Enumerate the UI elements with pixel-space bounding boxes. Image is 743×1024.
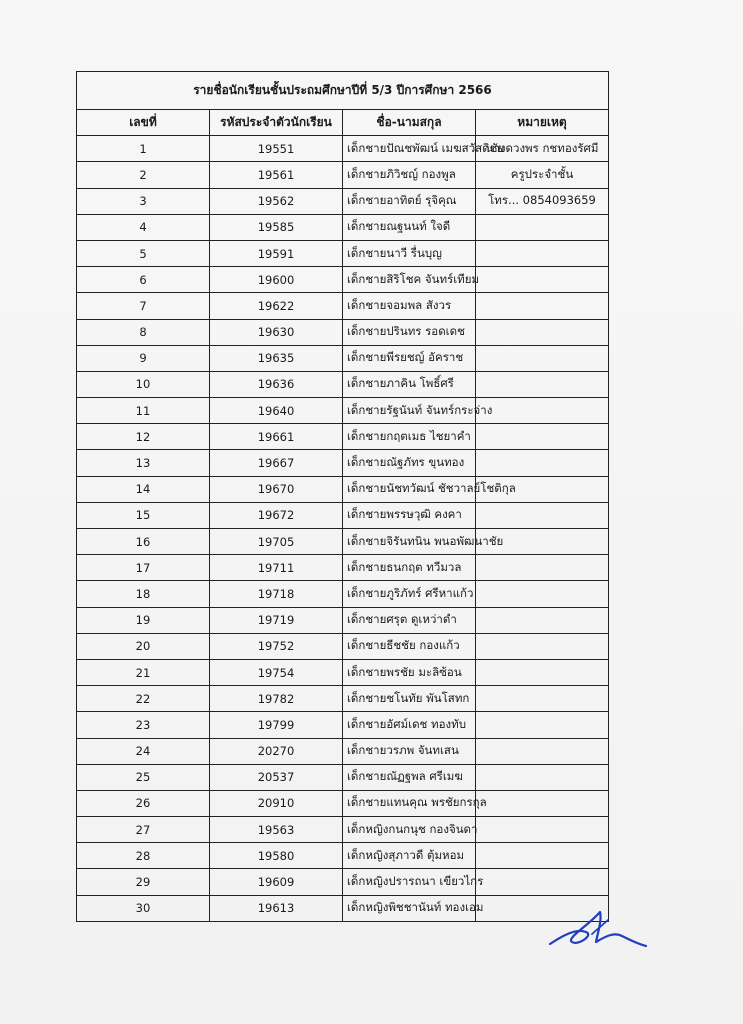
row-student-id: 19562	[210, 188, 343, 214]
table-row	[77, 659, 609, 685]
row-remark: นางดวงพร กชทองรัศมี	[476, 136, 609, 162]
row-number: 5	[77, 240, 210, 266]
table-row	[77, 502, 609, 528]
table-row	[77, 214, 609, 240]
row-student-name: เด็กชายพรชัย มะลิซ้อน	[343, 659, 476, 685]
row-student-id: 19640	[210, 398, 343, 424]
table-header-row	[77, 110, 609, 136]
table-row	[77, 738, 609, 764]
row-number: 19	[77, 607, 210, 633]
row-student-name: เด็กชายพรรษวุฒิ คงคา	[343, 502, 476, 528]
row-number: 27	[77, 817, 210, 843]
header-student-id: รหัสประจำตัวนักเรียน	[210, 110, 343, 136]
row-remark	[476, 267, 609, 293]
row-number: 12	[77, 424, 210, 450]
table-row	[77, 895, 609, 921]
row-number: 4	[77, 214, 210, 240]
row-number: 10	[77, 371, 210, 397]
row-student-id: 19551	[210, 136, 343, 162]
table-row	[77, 476, 609, 502]
table-row	[77, 869, 609, 895]
row-student-id: 19799	[210, 712, 343, 738]
row-student-name: เด็กชายกฤตเมธ ไชยาคำ	[343, 424, 476, 450]
row-remark	[476, 555, 609, 581]
row-number: 24	[77, 738, 210, 764]
row-student-id: 19661	[210, 424, 343, 450]
table-row	[77, 162, 609, 188]
row-student-id: 19580	[210, 843, 343, 869]
row-remark	[476, 293, 609, 319]
row-number: 2	[77, 162, 210, 188]
row-remark	[476, 764, 609, 790]
table-row	[77, 136, 609, 162]
row-student-id: 19782	[210, 686, 343, 712]
signature	[548, 906, 648, 952]
row-remark	[476, 738, 609, 764]
row-student-name: เด็กชายธีชชัย กองแก้ว	[343, 633, 476, 659]
row-number: 7	[77, 293, 210, 319]
row-student-name: เด็กชายภาคิน โพธิ์ศรี	[343, 371, 476, 397]
table-row	[77, 686, 609, 712]
document-title: รายชื่อนักเรียนชั้นประถมศึกษาปีที่ 5/3 ปีการศึกษา 2566	[77, 72, 609, 110]
header-name: ชื่อ-นามสกุล	[343, 110, 476, 136]
row-student-name: เด็กหญิงกนกนุช กองจินดา	[343, 817, 476, 843]
row-number: 11	[77, 398, 210, 424]
row-remark	[476, 240, 609, 266]
row-student-id: 19613	[210, 895, 343, 921]
row-number: 3	[77, 188, 210, 214]
student-roster-table	[76, 71, 609, 922]
row-remark	[476, 686, 609, 712]
table-row	[77, 319, 609, 345]
row-number: 14	[77, 476, 210, 502]
row-remark	[476, 843, 609, 869]
row-remark	[476, 450, 609, 476]
row-number: 25	[77, 764, 210, 790]
table-row	[77, 529, 609, 555]
table-row	[77, 398, 609, 424]
row-student-id: 19622	[210, 293, 343, 319]
row-student-name: เด็กชายณัฏฐพล ศรีเมฆ	[343, 764, 476, 790]
row-student-id: 19711	[210, 555, 343, 581]
row-remark	[476, 424, 609, 450]
row-remark	[476, 869, 609, 895]
row-student-id: 19563	[210, 817, 343, 843]
row-remark	[476, 659, 609, 685]
row-student-id: 19705	[210, 529, 343, 555]
header-remark: หมายเหตุ	[476, 110, 609, 136]
row-remark	[476, 502, 609, 528]
row-remark	[476, 398, 609, 424]
row-number: 26	[77, 790, 210, 816]
table-row	[77, 817, 609, 843]
row-student-name: เด็กหญิงปรารถนา เขียวไกร	[343, 869, 476, 895]
row-remark	[476, 790, 609, 816]
table-row	[77, 633, 609, 659]
row-student-name: เด็กชายสิริโชค จันทร์เทียม	[343, 267, 476, 293]
row-student-name: เด็กชายอาทิตย์ รุจิคุณ	[343, 188, 476, 214]
row-number: 16	[77, 529, 210, 555]
table-row	[77, 371, 609, 397]
row-number: 8	[77, 319, 210, 345]
row-student-id: 19752	[210, 633, 343, 659]
row-number: 15	[77, 502, 210, 528]
row-number: 18	[77, 581, 210, 607]
row-student-name: เด็กชายรัฐนันท์ จันทร์กระจ่าง	[343, 398, 476, 424]
row-student-name: เด็กชายจิรันทนิน พนอพัฒนาชัย	[343, 529, 476, 555]
row-number: 28	[77, 843, 210, 869]
row-number: 13	[77, 450, 210, 476]
table-row	[77, 424, 609, 450]
row-remark	[476, 633, 609, 659]
row-number: 6	[77, 267, 210, 293]
row-student-id: 19591	[210, 240, 343, 266]
roster-body	[77, 136, 609, 922]
row-student-name: เด็กหญิงสุภาวดี ตุ้มหอม	[343, 843, 476, 869]
table-row	[77, 790, 609, 816]
row-student-id: 20537	[210, 764, 343, 790]
table-row	[77, 450, 609, 476]
row-remark	[476, 371, 609, 397]
row-remark	[476, 319, 609, 345]
table-row	[77, 712, 609, 738]
row-student-id: 20910	[210, 790, 343, 816]
row-student-name: เด็กชายณฐนนท์ ใจดี	[343, 214, 476, 240]
row-student-id: 19561	[210, 162, 343, 188]
row-remark	[476, 817, 609, 843]
row-number: 29	[77, 869, 210, 895]
row-student-name: เด็กชายธนกฤต ทวีมวล	[343, 555, 476, 581]
row-remark	[476, 581, 609, 607]
row-student-id: 19635	[210, 345, 343, 371]
row-student-id: 19630	[210, 319, 343, 345]
row-student-name: เด็กชายปรินทร รอดเดช	[343, 319, 476, 345]
row-student-name: เด็กชายอัศม์เดช ทองทับ	[343, 712, 476, 738]
table-row	[77, 607, 609, 633]
row-student-name: เด็กชายศรุต ดูเหว่าดำ	[343, 607, 476, 633]
row-number: 21	[77, 659, 210, 685]
row-student-name: เด็กชายณัฐภัทร ขุนทอง	[343, 450, 476, 476]
row-student-name: เด็กชายนาวี รื่นบุญ	[343, 240, 476, 266]
row-student-name: เด็กชายปัณชพัฒน์ เมฆสวัสดิชัย	[343, 136, 476, 162]
row-number: 9	[77, 345, 210, 371]
row-student-id: 19636	[210, 371, 343, 397]
row-student-id: 19754	[210, 659, 343, 685]
row-number: 1	[77, 136, 210, 162]
table-row	[77, 267, 609, 293]
row-student-name: เด็กชายจอมพล สังวร	[343, 293, 476, 319]
table-row	[77, 345, 609, 371]
row-student-id: 19609	[210, 869, 343, 895]
row-student-name: เด็กหญิงพิชชานันท์ ทองเอม	[343, 895, 476, 921]
row-remark	[476, 712, 609, 738]
table-row	[77, 188, 609, 214]
row-student-id: 20270	[210, 738, 343, 764]
row-student-id: 19670	[210, 476, 343, 502]
row-student-name: เด็กชายภิวิชญ์ กองพูล	[343, 162, 476, 188]
header-no: เลขที่	[77, 110, 210, 136]
row-number: 22	[77, 686, 210, 712]
row-remark	[476, 607, 609, 633]
row-student-id: 19672	[210, 502, 343, 528]
table-row	[77, 293, 609, 319]
row-remark	[476, 345, 609, 371]
row-student-name: เด็กชายนัชทวัฒน์ ชัชวาลย์โชติกุล	[343, 476, 476, 502]
row-student-name: เด็กชายชโนทัย พันโสทก	[343, 686, 476, 712]
row-number: 20	[77, 633, 210, 659]
row-student-id: 19667	[210, 450, 343, 476]
row-student-name: เด็กชายพีรยชญ์ อัคราช	[343, 345, 476, 371]
table-row	[77, 555, 609, 581]
row-remark: โทร... 0854093659	[476, 188, 609, 214]
table-row	[77, 240, 609, 266]
row-number: 23	[77, 712, 210, 738]
row-student-id: 19600	[210, 267, 343, 293]
row-student-id: 19719	[210, 607, 343, 633]
row-number: 17	[77, 555, 210, 581]
row-number: 30	[77, 895, 210, 921]
table-row	[77, 764, 609, 790]
row-remark: ครูประจำชั้น	[476, 162, 609, 188]
row-student-name: เด็กชายวรภพ จันทเสน	[343, 738, 476, 764]
table-row	[77, 581, 609, 607]
row-student-id: 19718	[210, 581, 343, 607]
row-student-name: เด็กชายแทนคุณ พรชัยกรกุล	[343, 790, 476, 816]
row-remark	[476, 214, 609, 240]
row-student-name: เด็กชายภูริภัทร์ ศรีหาแก้ว	[343, 581, 476, 607]
table-row	[77, 843, 609, 869]
row-student-id: 19585	[210, 214, 343, 240]
